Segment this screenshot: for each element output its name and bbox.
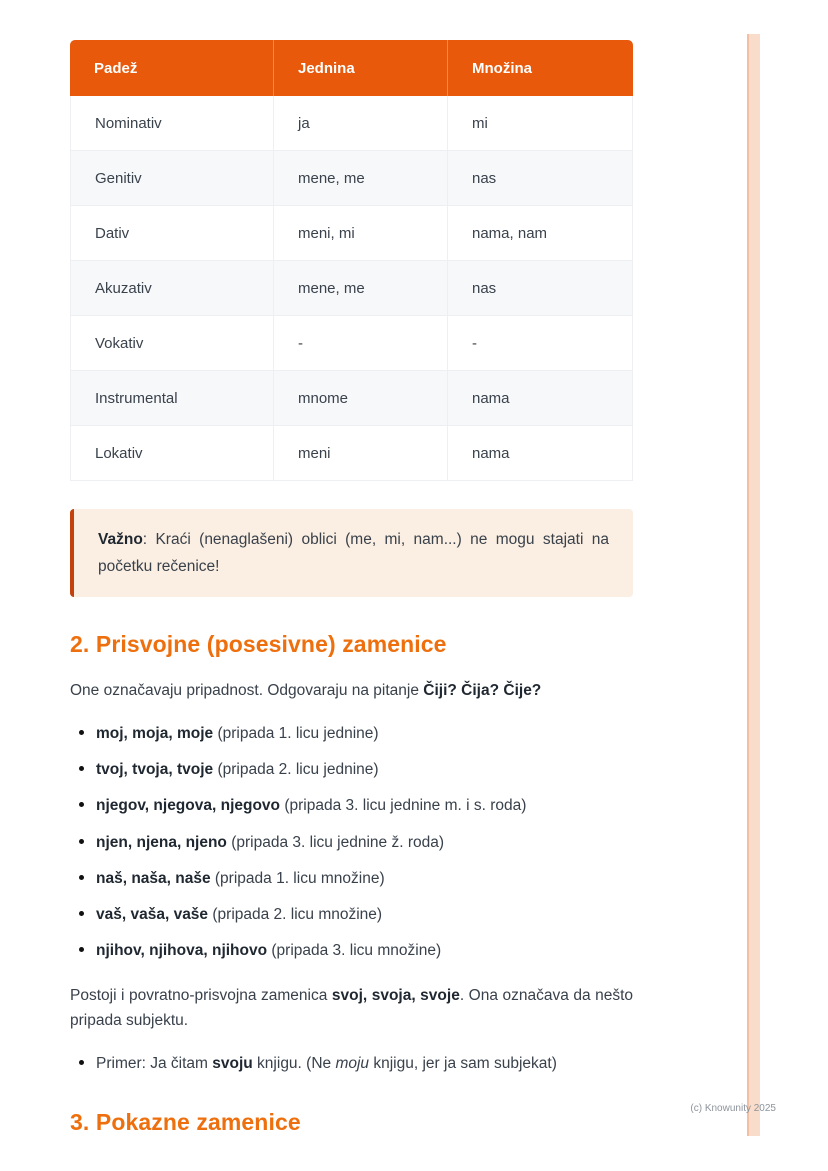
copyright-footer: (c) Knowunity 2025 (690, 1103, 776, 1114)
table-cell: - (274, 316, 448, 371)
table-cell: Vokativ (70, 316, 274, 371)
table-cell: mene, me (274, 151, 448, 206)
table-row (70, 96, 633, 151)
list-item: njen, njena, njeno (pripada 3. licu jednine ž. roda) (70, 831, 633, 854)
list-item: naš, naša, naše (pripada 1. licu množine) (70, 867, 633, 890)
list-item: vaš, vaša, vaše (pripada 2. licu množine) (70, 903, 633, 926)
possessive-pronouns-list (70, 722, 633, 963)
section-3-heading: 3. Pokazne zamenice (70, 1108, 301, 1135)
table-cell: Akuzativ (70, 261, 274, 316)
table-cell: Lokativ (70, 426, 274, 481)
table-cell: mi (448, 96, 633, 151)
table-cell: nas (448, 261, 633, 316)
document-content (70, 40, 633, 1136)
header-cell-mnozina: Množina (448, 40, 633, 96)
callout-text: Važno: Kraći (nenaglašeni) oblici (me, mi, nam...) ne mogu stajati na početku rečenice! (98, 531, 609, 576)
table-cell: Instrumental (70, 371, 274, 426)
section-2-heading: 2. Prisvojne (posesivne) zamenice (70, 631, 447, 658)
header-cell-jednina: Jednina (274, 40, 448, 96)
table-cell: meni (274, 426, 448, 481)
table-cell: mnome (274, 371, 448, 426)
table-cell: - (448, 316, 633, 371)
table-row (70, 151, 633, 206)
table-cell: meni, mi (274, 206, 448, 261)
declension-table (70, 40, 633, 481)
page-edge-strip (747, 34, 760, 1136)
table-cell: Genitiv (70, 151, 274, 206)
table-cell: ja (274, 96, 448, 151)
list-item: njihov, njihova, njihovo (pripada 3. licu množine) (70, 939, 633, 962)
table-cell: nama, nam (448, 206, 633, 261)
table-row (70, 261, 633, 316)
table-cell: mene, me (274, 261, 448, 316)
table-row (70, 371, 633, 426)
table-row (70, 206, 633, 261)
example-list (70, 1052, 633, 1075)
callout-label: Važno (98, 531, 143, 548)
table-cell: nas (448, 151, 633, 206)
table-cell: nama (448, 371, 633, 426)
table-cell: nama (448, 426, 633, 481)
list-item: njegov, njegova, njegovo (pripada 3. licu jednine m. i s. roda) (70, 794, 633, 817)
list-item: moj, moja, moje (pripada 1. licu jednine) (70, 722, 633, 745)
list-item: Primer: Ja čitam svoju knjigu. (Ne moju knjigu, jer ja sam subjekat) (70, 1052, 633, 1075)
section-2-intro: One označavaju pripadnost. Odgovaraju na pitanje Čiji? Čija? Čije? (70, 682, 542, 700)
list-item: tvoj, tvoja, tvoje (pripada 2. licu jednine) (70, 758, 633, 781)
important-callout (70, 509, 633, 597)
table-cell: Nominativ (70, 96, 274, 151)
table-header-row (70, 40, 633, 96)
table-row (70, 316, 633, 371)
table-cell: Dativ (70, 206, 274, 261)
section-2-closing: Postoji i povratno-prisvojna zamenica svoj, svoja, svoje. Ona označava da nešto pripada subjektu. (70, 986, 634, 1030)
table-row (70, 426, 633, 481)
header-cell-padez: Padež (70, 40, 274, 96)
